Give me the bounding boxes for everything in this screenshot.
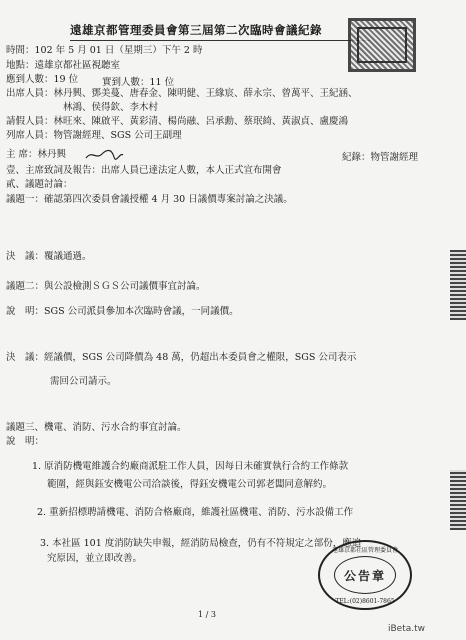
agenda2-resolution-line1: 決 議：經議價，SGS 公司降價為 48 萬，仍超出本委員會之權限，SGS 公司表示: [6, 352, 357, 363]
absent-attendees: 請假人員：林旺來、陳啟平、黃彩清、楊尚融、呂承勳、蔡珉綺、黃淑貞、盧慶鴻: [6, 116, 349, 127]
seal-center-text: 公告章: [334, 556, 396, 594]
document-title: 遠雄京都管理委員會第三屆第二次臨時會議紀錄: [70, 22, 370, 41]
meeting-location: 地點：遠雄京都社區視聽室: [6, 60, 121, 71]
opening-item-2: 貳、議題討論：: [6, 179, 73, 190]
chair: 主 席：林丹興: [6, 149, 67, 160]
agenda2-topic: 議題二：與公設檢測ＳＧＳ公司議價事宜討論。: [6, 281, 206, 292]
recorder: 紀錄：物管謝經理: [342, 152, 419, 163]
seal-phone: TEL:(02)8601-7865: [335, 598, 395, 605]
observers: 列席人員：物管謝經理、SGS 公司王副理: [6, 130, 182, 141]
announcement-seal: [318, 540, 412, 610]
meeting-time: 時間：102 年 5 月 01 日（星期三）下午 2 時: [6, 45, 203, 56]
agenda3-point3-line1: 3. 本社區 101 度消防缺失申報，經消防局檢查，仍有不符規定之部份，應追: [40, 538, 362, 549]
agenda3-point1-line2: 範圍，經與鈺安機電公司洽談後，得鈺安機電公司郭老闆同意解約。: [47, 479, 333, 490]
agenda3-topic: 議題三、機電、消防、污水合約事宜討論。: [6, 422, 187, 433]
attendance-required: 應到人數：19 位: [6, 74, 79, 85]
agenda2-resolution-line2: 需回公司請示。: [50, 376, 117, 387]
binding-mark-lower: [450, 470, 466, 530]
agenda2-note: 說 明：SGS 公司派員參加本次臨時會議，一同議價。: [6, 306, 239, 317]
agenda1-resolution: 決 議：覆議通過。: [6, 251, 92, 262]
agenda1-topic: 議題一：確認第四次委員會議授權 4 月 30 日議價專案討論之決議。: [6, 194, 293, 205]
agenda3-point2: 2. 重新招標聘請機電、消防合格廠商，維護社區機電、消防、污水設備工作: [37, 507, 354, 518]
binding-mark-upper: [450, 250, 466, 320]
present-attendees-line2: 林鴻、侯得欽、李木村: [63, 102, 159, 113]
page-number: 1 / 3: [198, 610, 216, 619]
seal-ring-text: 遠雄京都社區管理委員會: [331, 547, 398, 554]
receipt-stamp: [348, 18, 416, 72]
agenda3-point3-line2: 究原因，並立即改善。: [47, 553, 143, 564]
attendance-actual: 實到人數：11 位: [102, 77, 175, 88]
agenda3-note-label: 說 明：: [6, 436, 45, 447]
present-attendees-line1: 出席人員：林丹興、鄧美蔓、唐春金、陳明健、王緣宸、薛永宗、曾萬平、王紀涵、: [6, 88, 358, 99]
chair-signature: [84, 148, 124, 162]
receipt-stamp-inner: [357, 27, 407, 63]
site-watermark: iBeta.tw: [388, 624, 426, 634]
opening-item-1: 壹、主席致詞及報告：出席人員已達法定人數，本人正式宣布開會: [6, 165, 282, 176]
agenda3-point1-line1: 1. 原消防機電維護合約廠商派駐工作人員，因每日未確實執行合約工作條款: [32, 461, 349, 472]
